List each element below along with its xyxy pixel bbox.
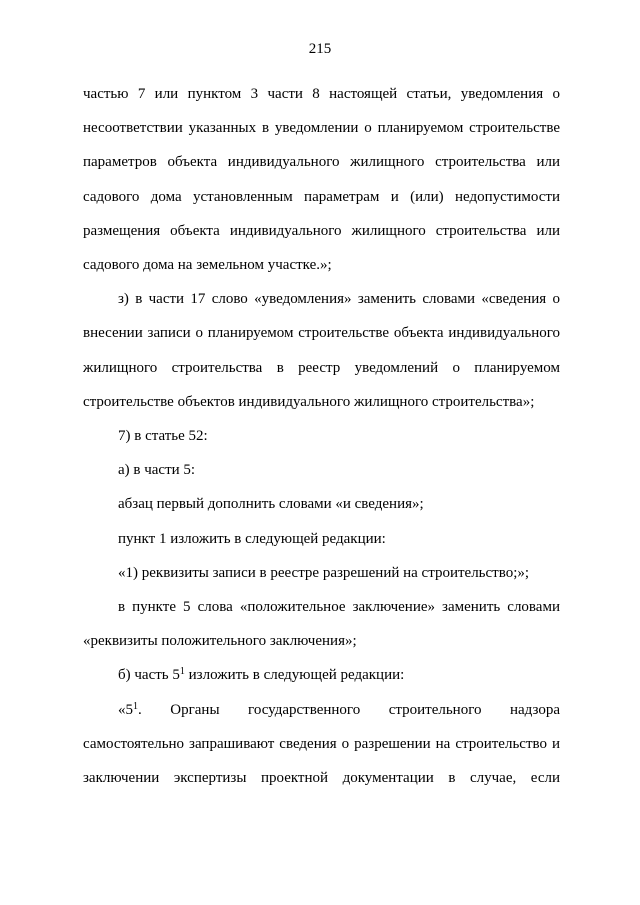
paragraph-10-before: «5 (118, 701, 133, 718)
paragraph-3: 7) в статье 52: (118, 428, 208, 445)
page-number: 215 (308, 41, 332, 57)
paragraph-8: в пункте 5 слова «положительное заключение» заменить словами «реквизиты положительного заключения»; (83, 599, 560, 650)
paragraph-9 (83, 658, 560, 692)
paragraph-2: з) в части 17 слово «уведомления» заменить словами «сведения о внесении записи о планируемом строительстве объекта индивидуального жилищного строительства в реестр уведомлений о планируемом строительстве объектов индивидуального жилищного строительства»; (83, 291, 560, 410)
paragraph-1: частью 7 или пунктом 3 части 8 настоящей статьи, уведомления о несоответствии указанных в уведомлении о планируемом строительстве параметров объекта индивидуального жилищного строительства или садового дома установленным параметрам и (или) недопустимости размещения объекта индивидуального жилищного строительства или садового дома на земельном участке.»; (83, 86, 560, 274)
paragraph-9-superscript: 1 (179, 666, 185, 678)
paragraph-6: пункт 1 изложить в следующей редакции: (118, 530, 386, 547)
paragraph-4: а) в части 5: (118, 462, 196, 479)
paragraph-9-before: б) часть 5 (118, 667, 180, 684)
paragraph-5: абзац первый дополнить словами «и сведения»; (118, 496, 424, 513)
paragraph-10-superscript: 1 (133, 700, 138, 712)
paragraph-10 (83, 693, 560, 796)
paragraph-10-after: . Органы государственного строительного надзора самостоятельно запрашивают сведения о разрешении на строительство и заключении экспертизы проектной документации в случае, если (83, 701, 560, 787)
document-body (83, 77, 560, 795)
paragraph-9-after: изложить в следующей редакции: (184, 667, 405, 684)
paragraph-7: «1) реквизиты записи в реестре разрешений на строительство;»; (118, 564, 530, 581)
